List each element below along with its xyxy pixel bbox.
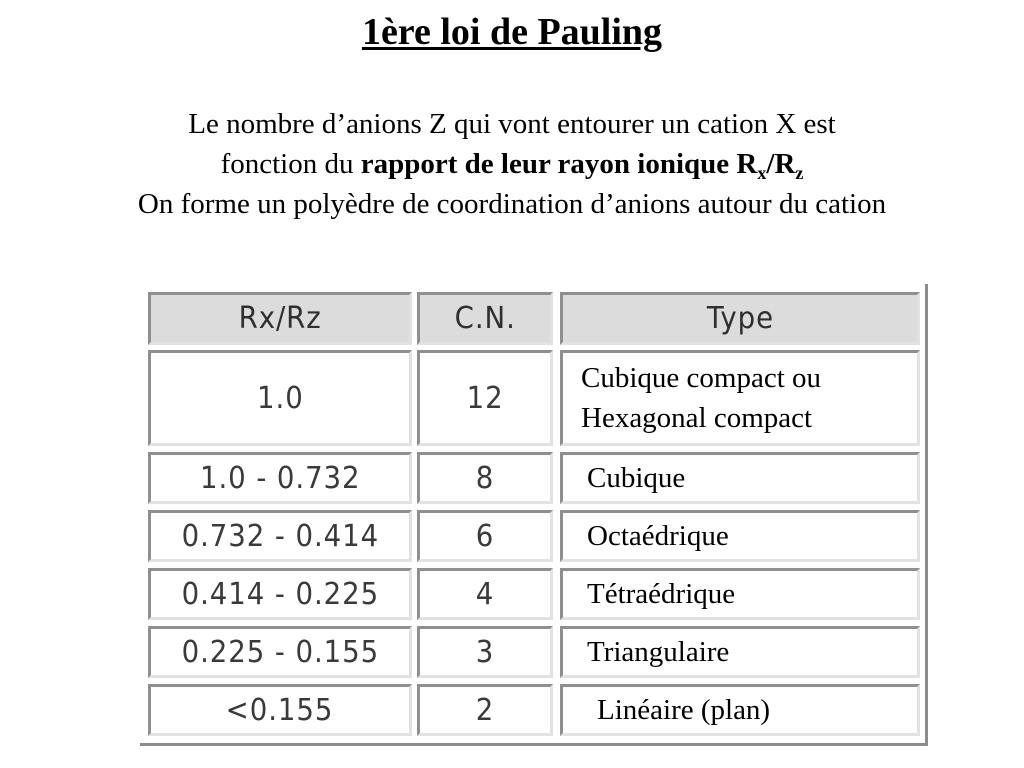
row-1-cn xyxy=(417,350,553,446)
ratio-value: 1.0 - 0.732 xyxy=(199,460,361,496)
ratio-value: 0.225 - 0.155 xyxy=(181,634,379,670)
type-value: Linéaire (plan) xyxy=(597,694,771,726)
row-6-cn xyxy=(417,684,553,736)
row-1-ratio xyxy=(148,350,412,446)
ratio-value: <0.155 xyxy=(226,692,334,728)
row-2-type xyxy=(560,452,920,504)
cn-value: 3 xyxy=(475,634,495,670)
ratio-slash: /R xyxy=(766,148,796,180)
type-value: Tétraédrique xyxy=(587,578,736,610)
row-2-ratio xyxy=(148,452,412,504)
intro-line-1: Le nombre d’anions Z qui vont entourer un cation X est xyxy=(188,108,836,140)
row-1-type xyxy=(560,350,920,446)
intro-line-2 xyxy=(0,144,1024,184)
row-6-ratio xyxy=(148,684,412,736)
intro-text xyxy=(0,104,1024,224)
type-value xyxy=(581,358,821,438)
row-2-cn xyxy=(417,452,553,504)
cn-value: 4 xyxy=(475,576,495,612)
subscript-x: x xyxy=(757,163,767,183)
row-4-ratio xyxy=(148,568,412,620)
header-type-label: Type xyxy=(706,301,774,336)
subscript-z: z xyxy=(795,163,804,183)
cn-value: 8 xyxy=(475,460,495,496)
header-cn xyxy=(417,292,553,345)
intro-line-2-prefix: fonction du xyxy=(220,148,361,180)
header-cn-label: C.N. xyxy=(454,301,516,336)
row-5-type xyxy=(560,626,920,678)
row-5-cn xyxy=(417,626,553,678)
type-value: Triangulaire xyxy=(587,636,730,668)
row-3-type xyxy=(560,510,920,562)
ratio-value: 0.414 - 0.225 xyxy=(181,576,379,612)
row-3-cn xyxy=(417,510,553,562)
intro-line-2-bold xyxy=(360,148,804,183)
cn-value: 2 xyxy=(475,692,495,728)
header-ratio xyxy=(148,292,412,345)
slide-title: 1ère loi de Pauling xyxy=(361,11,663,53)
ratio-phrase: rapport de leur rayon ionique R xyxy=(360,148,758,180)
row-5-ratio xyxy=(148,626,412,678)
header-ratio-label: Rx/Rz xyxy=(238,301,322,336)
ratio-value: 1.0 xyxy=(256,380,304,416)
header-type xyxy=(560,292,920,345)
pauling-table xyxy=(140,284,928,746)
type-line-1: Cubique compact ou xyxy=(581,362,822,394)
cn-value: 6 xyxy=(475,518,495,554)
type-value: Octaédrique xyxy=(587,520,729,552)
row-4-cn xyxy=(417,568,553,620)
row-4-type xyxy=(560,568,920,620)
row-3-ratio xyxy=(148,510,412,562)
intro-line-3: On forme un polyèdre de coordination d’anions autour du cation xyxy=(137,188,887,220)
cn-value: 12 xyxy=(466,380,504,416)
row-6-type xyxy=(560,684,920,736)
type-line-2: Hexagonal compact xyxy=(581,402,813,434)
type-value: Cubique xyxy=(587,462,686,494)
ratio-value: 0.732 - 0.414 xyxy=(181,518,379,554)
